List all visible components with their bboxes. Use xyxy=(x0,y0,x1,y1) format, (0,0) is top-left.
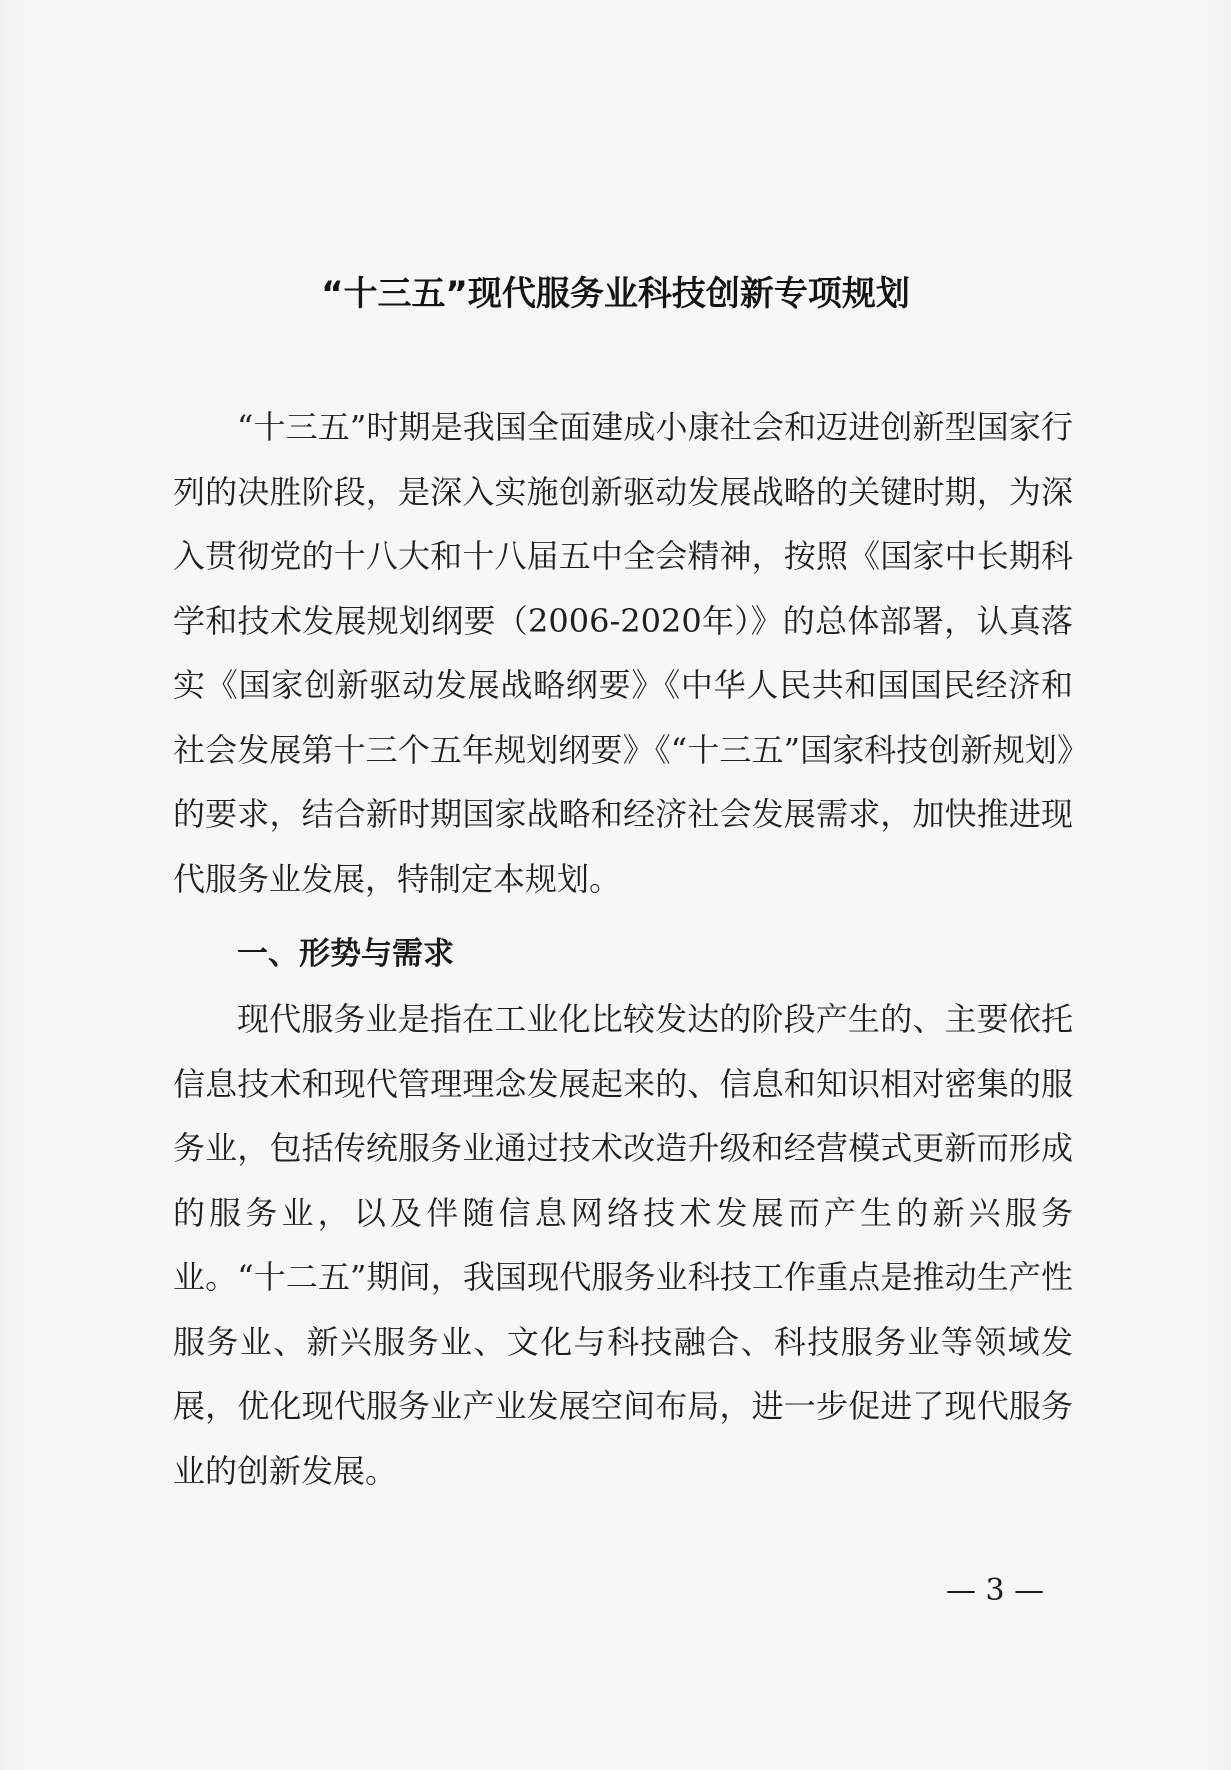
intro-paragraph: “十三五”时期是我国全面建成小康社会和迈进创新型国家行列的决胜阶段，是深入实施创新驱动发展战略的关键时期，为深入贯彻党的十八大和十八届五中全会精神，按照《国家中长期科学和技术发展规划纲要（2006-2020年）》的总体部署，认真落实《国家创新驱动发展战略纲要》《中华人民共和国国民经济和社会发展第十三个五年规划纲要》《“十三五”国家科技创新规划》的要求，结合新时期国家战略和经济社会发展需求，加快推进现代服务业发展，特制定本规划。 xyxy=(173,408,1073,898)
section-heading: 一、形势与需求 xyxy=(237,936,454,972)
page-number: — 3 — xyxy=(945,1573,1045,1608)
document-title: “十三五”现代服务业科技创新专项规划 xyxy=(321,274,910,314)
section-paragraph: 现代服务业是指在工业化比较发达的阶段产生的、主要依托信息技术和现代管理理念发展起来的、信息和知识相对密集的服务业，包括传统服务业通过技术改造升级和经营模式更新而形成的服务业，以及伴随信息网络技术发展而产生的新兴服务业。“十二五”期间，我国现代服务业科技工作重点是推动生产性服务业、新兴服务业、文化与科技融合、科技服务业等领域发展，优化现代服务业产业发展空间布局，进一步促进了现代服务业的创新发展。 xyxy=(173,1000,1073,1490)
